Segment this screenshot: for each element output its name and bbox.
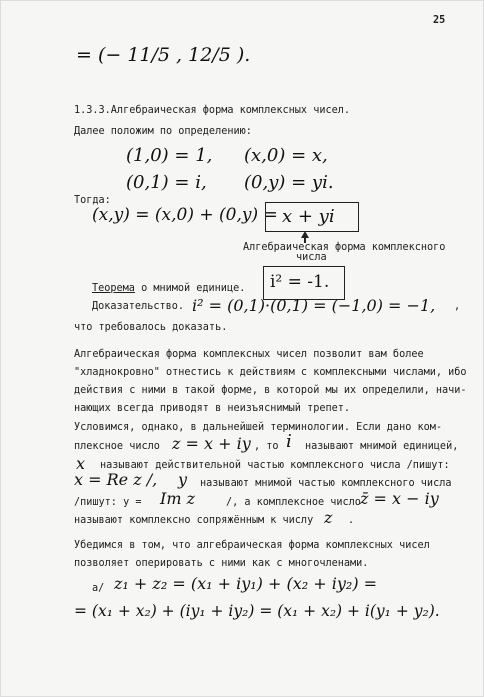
paragraph-2-line-1: Условимся, однако, в дальнейшей терминологии. Если дано ком- <box>74 422 443 433</box>
proof-end: что требовалось доказать. <box>74 322 228 333</box>
top-formula: = (− 11/5 , 12/5 ). <box>76 44 251 66</box>
paragraph-2-text: называют действительной частью комплексного числа /пишут: <box>100 460 450 471</box>
definition-1: (1,0) = 1, <box>126 145 213 166</box>
algebraic-form: x + yi <box>282 206 335 227</box>
then-label: Тогда: <box>74 195 111 206</box>
theorem-formula: i² = -1. <box>270 272 330 292</box>
algebraic-form-caption-2: числа <box>296 252 327 263</box>
imaginary-unit-symbol: i <box>286 431 292 452</box>
algebraic-form-box <box>265 202 359 232</box>
algebraic-form-caption: Алгебраическая форма комплексного <box>243 242 446 253</box>
paragraph-2-text: плексное число <box>74 441 160 452</box>
paragraph-2-text: . <box>348 515 355 526</box>
paragraph-1-line-3: действия с ними в такой форме, в которой мы их определили, начи- <box>74 385 467 396</box>
sum-label: а/ <box>92 583 105 594</box>
proof-comma: , <box>454 301 461 312</box>
paragraph-1-line-2: "хладнокровно" отнестись к действиям с комплексными числами, ибо <box>74 367 467 378</box>
section-heading: 1.3.3.Алгебраическая форма комплексных чисел. <box>74 105 351 116</box>
definition-4: (0,y) = yi. <box>244 172 334 193</box>
paragraph-2-text: называют комплексно сопряжённым к числу <box>74 515 314 526</box>
proof-label: Доказательство. <box>92 301 185 312</box>
sum-formula-line-2: = (x₁ + x₂) + (iy₁ + iy₂) = (x₁ + x₂) + i(y₁ + y₂). <box>74 602 440 620</box>
sum-formula-line-1: z₁ + z₂ = (x₁ + iy₁) + (x₂ + iy₂) = <box>114 574 378 593</box>
paragraph-2-text: , то <box>254 441 279 452</box>
conjugate-formula: z̄ = x − iy <box>360 489 439 508</box>
paragraph-2-text: называют мнимой частью комплексного числа <box>200 478 452 489</box>
theorem-title: о мнимой единице. <box>134 283 246 294</box>
page-number: 25 <box>433 15 446 26</box>
z-formula: z = x + iy <box>172 434 251 453</box>
z-symbol: z <box>324 508 333 527</box>
paragraph-3-line-1: Убедимся в том, что алгебраическая форма комплексных чисел <box>74 540 430 551</box>
paragraph-1-line-1: Алгебраическая форма комплексных чисел позволит вам более <box>74 349 424 360</box>
proof-formula: i² = (0,1)·(0,1) = (−1,0) = −1, <box>192 296 436 315</box>
theorem-word: Теорема <box>92 283 135 294</box>
paragraph-2-text: /пишут: y = <box>74 497 142 508</box>
y-symbol: y <box>178 470 188 489</box>
main-formula-left: (x,y) = (x,0) + (0,y) = <box>92 205 278 225</box>
definition-3: (0,1) = i, <box>126 172 207 193</box>
theorem-heading <box>92 282 245 295</box>
intro-line: Далее положим по определению: <box>74 126 252 137</box>
paragraph-2-text: называют мнимой единицей, <box>305 441 459 452</box>
paragraph-3-line-2: позволяет оперировать с ними как с многочленами. <box>74 558 369 569</box>
definition-2: (x,0) = x, <box>244 145 328 166</box>
paragraph-2-text: /, а комплексное число <box>226 497 361 508</box>
paragraph-1-line-4: нающих всегда приводят в неизъяснимый трепет. <box>74 403 351 414</box>
x-symbol: x <box>76 454 86 473</box>
im-formula: Im z <box>160 489 196 508</box>
re-formula: x = Re z /, <box>74 470 158 489</box>
theorem-box <box>263 266 345 300</box>
